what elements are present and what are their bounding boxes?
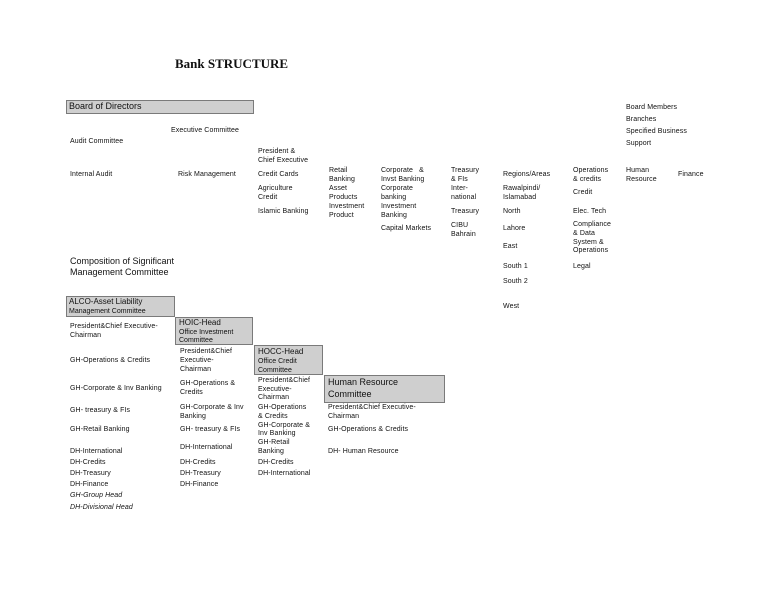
hocc-item-10: DH-Credits [258, 459, 294, 466]
agri-line1: Agriculture [258, 185, 293, 192]
region-north: North [503, 208, 521, 215]
agri-line2: Credit [258, 194, 278, 201]
region-south1: South 1 [503, 263, 528, 270]
executive-committee-text: Executive Committee [171, 127, 240, 134]
cibu-line1: CIBU [451, 222, 469, 229]
hocc-item-9: Banking [258, 448, 284, 455]
corporate-line2: Invst Banking [381, 176, 425, 183]
hocc-item-1: President&Chief [258, 377, 311, 384]
hoic-item-7: Banking [180, 413, 206, 420]
operations-elec-tech: Elec. Tech [573, 208, 607, 215]
hr-committee-box-line2: Committee [328, 389, 372, 399]
hocc-box-line2: Office Credit [258, 358, 297, 365]
hoic-box-line1: HOIC-Head [179, 318, 221, 327]
audit-committee-text: Audit Committee [70, 138, 124, 145]
treasury-line4: national [451, 194, 477, 201]
risk-management-text: Risk Management [178, 171, 236, 178]
hoic-item-9: DH-International [180, 444, 233, 451]
alco-item-6: GH-Retail Banking [70, 426, 130, 433]
hoic-box-line3: Committee [179, 337, 213, 344]
alco-item-7: DH-International [70, 448, 123, 455]
hocc-box-line1: HOCC-Head [258, 347, 304, 356]
hoic-item-6: GH-Corporate & Inv [180, 404, 244, 411]
hoic-item-2: Executive- [180, 357, 214, 364]
hoic-item-8: GH- treasury & FIs [180, 426, 241, 433]
hr-item-4: DH- Human Resource [328, 448, 399, 455]
treasury-line2: & FIs [451, 176, 468, 183]
retail-line5: Investment [329, 203, 365, 210]
finance-text: Finance [678, 171, 704, 178]
treasury-line1: Treasury [451, 167, 480, 174]
hocc-item-7: Inv Banking [258, 430, 296, 437]
operations-legal: Legal [573, 263, 591, 270]
alco-item-3: GH-Operations & Credits [70, 357, 151, 364]
hr-item-2: Chairman [328, 413, 360, 420]
hoic-box-line2: Office Investment [179, 329, 234, 336]
capital-markets-text: Capital Markets [381, 225, 432, 232]
hr-committee-box-line1: Human Resource [328, 377, 399, 387]
alco-item-2: Chairman [70, 332, 102, 339]
retail-line3: Asset [329, 185, 348, 192]
hocc-item-3: Chairman [258, 394, 290, 401]
hoic-item-1: President&Chief [180, 348, 233, 355]
alco-item-1: President&Chief Executive- [70, 323, 158, 330]
treasury-text: Treasury [451, 208, 480, 215]
hocc-item-8: GH-Retail [258, 439, 290, 446]
hoic-item-12: DH-Finance [180, 481, 219, 488]
alco-item-10: DH-Finance [70, 481, 109, 488]
note-divisional-head: DH-Divisional Head [70, 504, 133, 511]
president-line1: President & [258, 148, 296, 155]
alco-item-9: DH-Treasury [70, 470, 111, 477]
alco-box-line2: Management Committee [69, 308, 146, 315]
retail-line6: Product [329, 212, 354, 219]
internal-audit-text: Internal Audit [70, 171, 113, 178]
hocc-item-2: Executive- [258, 386, 292, 393]
hoic-item-3: Chairman [180, 366, 212, 373]
support-text: Support [626, 140, 652, 147]
corporate-line5: Investment [381, 203, 417, 210]
page-title: Bank STRUCTURE [175, 56, 289, 71]
president-line2: Chief Executive [258, 157, 309, 164]
hocc-box-line3: Committee [258, 367, 292, 374]
human-resource-line2: Resource [626, 176, 657, 183]
specified-business-text: Specified Business [626, 128, 687, 135]
hoic-item-11: DH-Treasury [180, 470, 221, 477]
hr-item-1: President&Chief Executive- [328, 404, 416, 411]
operations-line1: Operations [573, 167, 609, 174]
retail-line1: Retail [329, 167, 348, 174]
cibu-line2: Bahrain [451, 231, 476, 238]
hoic-item-5: Credits [180, 389, 203, 396]
hocc-item-6: GH-Corporate & [258, 422, 310, 429]
hocc-item-4: GH-Operations [258, 404, 307, 411]
alco-item-8: DH-Credits [70, 459, 106, 466]
alco-item-5: GH- treasury & FIs [70, 407, 131, 414]
corporate-line4: banking [381, 194, 407, 201]
region-east: East [503, 243, 518, 250]
region-rawalpindi-1: Rawalpindi/ [503, 185, 541, 192]
retail-line4: Products [329, 194, 358, 201]
human-resource-line1: Human [626, 167, 650, 174]
region-west: West [503, 303, 520, 310]
retail-line2: Banking [329, 176, 355, 183]
corporate-line3: Corporate [381, 185, 414, 192]
note-group-head: GH-Group Head [70, 492, 123, 499]
corporate-line1: Corporate & [381, 167, 424, 174]
compliance-line2: & Data [573, 230, 595, 237]
hoic-item-4: GH-Operations & [180, 380, 236, 387]
operations-credit: Credit [573, 189, 593, 196]
alco-box-line1: ALCO-Asset Liability [69, 297, 143, 306]
islamic-banking-text: Islamic Banking [258, 208, 309, 215]
composition-line1: Composition of Significant [70, 256, 175, 266]
board-members-text: Board Members [626, 104, 678, 111]
region-south2: South 2 [503, 278, 528, 285]
treasury-line3: Inter- [451, 185, 468, 192]
hocc-item-11: DH-International [258, 470, 311, 477]
alco-item-4: GH-Corporate & Inv Banking [70, 385, 162, 392]
board-of-directors-label: Board of Directors [69, 101, 142, 111]
compliance-line1: Compliance [573, 221, 611, 228]
credit-cards-text: Credit Cards [258, 171, 299, 178]
regions-heading: Regions/Areas [503, 171, 551, 178]
composition-line2: Management Committee [70, 267, 169, 277]
region-rawalpindi-2: Islamabad [503, 194, 537, 201]
compliance-line4: Operations [573, 247, 609, 254]
region-lahore: Lahore [503, 225, 526, 232]
hoic-item-10: DH-Credits [180, 459, 216, 466]
hocc-item-5: & Credits [258, 413, 288, 420]
corporate-line6: Banking [381, 212, 407, 219]
branches-text: Branches [626, 116, 657, 123]
compliance-line3: System & [573, 239, 604, 246]
operations-line2: & credits [573, 176, 602, 183]
hr-item-3: GH-Operations & Credits [328, 426, 409, 433]
